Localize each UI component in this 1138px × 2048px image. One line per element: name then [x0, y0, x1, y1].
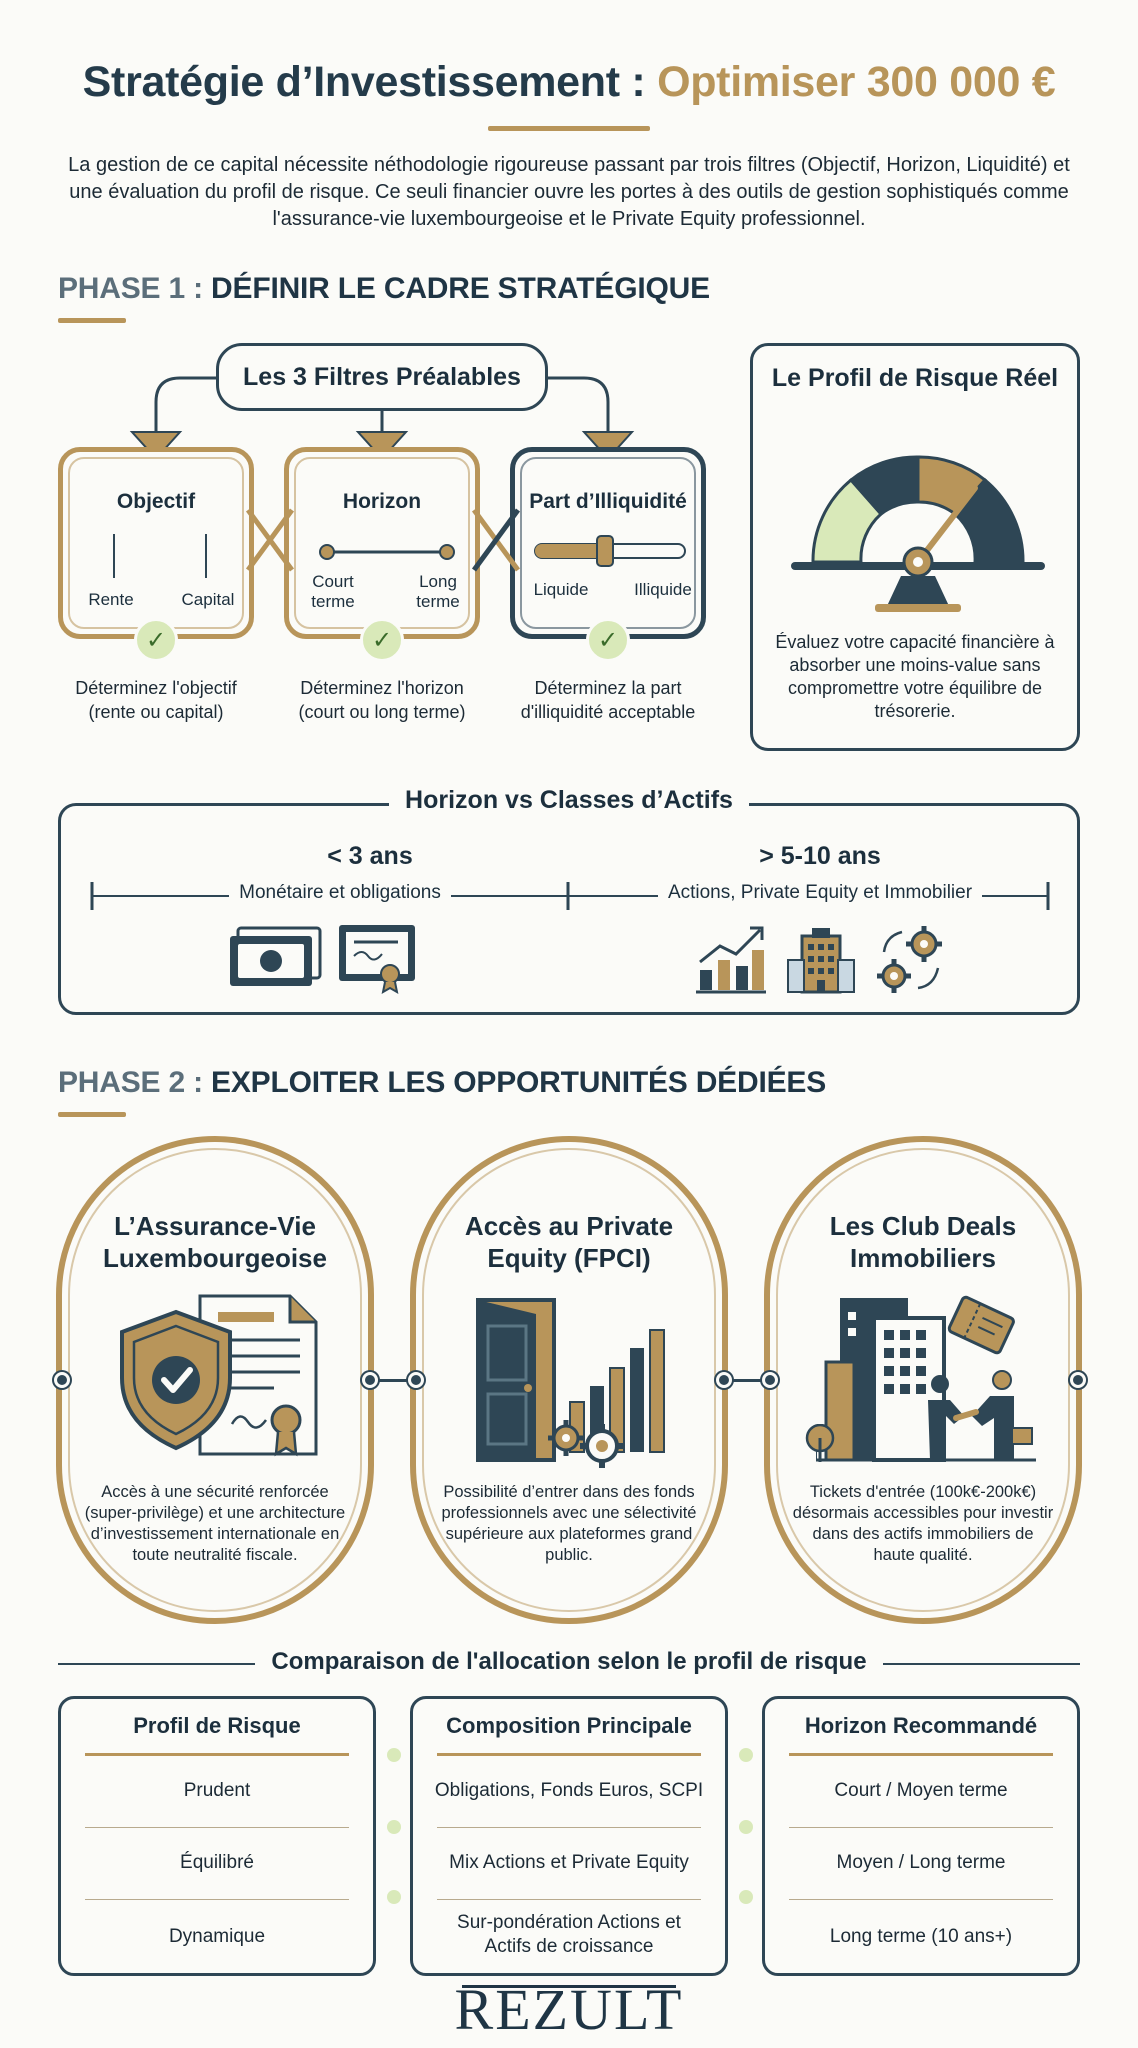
certificate-icon [336, 922, 420, 994]
table-dot [739, 1820, 753, 1834]
phase2-title: EXPLOITER LES OPPORTUNITÉS DÉDIÉES [211, 1066, 827, 1099]
risk-gauge-icon [789, 422, 1047, 618]
table-dot [387, 1748, 401, 1762]
filter-left-label: Rente [88, 590, 134, 609]
filter-caption: Déterminez l'horizon (court ou long terme) [298, 678, 466, 722]
brand-logo: REZULT [454, 1977, 684, 2042]
check-icon: ✓ [134, 618, 178, 662]
card-text: Accès à une sécurité renforcée (super-privilège) et une architecture d’investissement internationale en toute neutralité fiscale. [84, 1483, 346, 1564]
title-main: Stratégie d’Investissement : [82, 58, 658, 106]
column-header: Composition Principale [446, 1713, 692, 1738]
filter-objectif [58, 447, 254, 639]
title-accent: Optimiser 300 000 € [657, 58, 1056, 106]
table-cell: Équilibré [180, 1852, 254, 1873]
filter-illiquidite [510, 447, 706, 639]
horizon-long-text: Actions, Private Equity et Immobilier [658, 882, 982, 903]
risk-title: Le Profil de Risque Réel [771, 364, 1059, 392]
comparison-title: Comparaison de l'allocation selon le profil de risque [255, 1648, 882, 1675]
building-icon [786, 926, 856, 994]
filter-caption: Déterminez la part d'illiquidité acceptable [520, 678, 696, 722]
phase1-title: DÉFINIR LE CADRE STRATÉGIQUE [211, 272, 710, 305]
horizon-title-wrap [0, 786, 1138, 815]
page-title [0, 58, 1138, 107]
horizon-short-text-wrap [200, 882, 480, 904]
table-dot [739, 1748, 753, 1762]
table-cell: Moyen / Long terme [836, 1852, 1006, 1873]
growth-chart-icon [694, 922, 768, 994]
buildings-handshake-icon [816, 1292, 1036, 1472]
card-title: Accès au Private Equity (FPCI) [464, 1211, 674, 1273]
filter-right-label: Illiquide [634, 580, 692, 599]
filter-title: Horizon [342, 490, 422, 513]
table-cell: Mix Actions et Private Equity [449, 1852, 689, 1873]
horizon-title: Horizon vs Classes d’Actifs [389, 786, 749, 814]
connector-dot [716, 1372, 732, 1388]
filters-title: Les 3 Filtres Préalables [216, 343, 548, 411]
column-header: Profil de Risque [133, 1713, 301, 1738]
phase1-heading [58, 272, 710, 306]
connector-knot [240, 500, 300, 580]
horizon-range-icon [317, 542, 457, 562]
table-dot [387, 1820, 401, 1834]
card-private-equity [410, 1136, 728, 1624]
filter-right-label: Capital [181, 590, 235, 609]
table-column-profil [58, 1696, 376, 1976]
table-column-composition [410, 1696, 728, 1976]
title-underline [488, 126, 650, 131]
table-cell: Obligations, Fonds Euros, SCPI [434, 1780, 704, 1801]
banknote-icon [228, 924, 324, 988]
horizon-short-label: < 3 ans [327, 842, 413, 870]
horizon-long-label: > 5-10 ans [759, 842, 881, 870]
filter-title: Part d’Illiquidité [529, 490, 687, 513]
risk-text: Évaluez votre capacité financière à absorber une moins-value sans compromettre votre équilibre de trésorerie. [775, 632, 1055, 721]
filter-right-label: Long terme [416, 572, 460, 611]
check-icon: ✓ [360, 618, 404, 662]
filter-left-label: Court terme [311, 572, 355, 611]
card-title: Les Club Deals Immobiliers [829, 1211, 1017, 1273]
connector-dot [762, 1372, 778, 1388]
column-header: Horizon Recommandé [804, 1713, 1038, 1738]
card-assurance-vie [56, 1136, 374, 1624]
table-dot [739, 1890, 753, 1904]
connector-dot [408, 1372, 424, 1388]
filter-left-label: Liquide [533, 580, 589, 599]
connector-knot [466, 500, 526, 580]
table-cell: Sur-pondération Actions et Actifs de croissance [457, 1912, 681, 1957]
card-club-deals [764, 1136, 1082, 1624]
connector-dot [362, 1372, 378, 1388]
check-icon: ✓ [586, 618, 630, 662]
tree-icon [804, 1424, 836, 1462]
phase2-bar [58, 1112, 126, 1117]
horizon-short-text: Monétaire et obligations [229, 882, 451, 903]
table-cell: Long terme (10 ans+) [829, 1926, 1013, 1947]
gears-cycle-icon [874, 922, 948, 996]
table-cell: Prudent [183, 1780, 251, 1801]
filter-horizon [284, 447, 480, 639]
card-text: Possibilité d’entrer dans des fonds professionnels avec une sélectivité supérieure aux plateformes grand public. [441, 1483, 697, 1564]
table-cell: Dynamique [168, 1926, 266, 1947]
phase1-bar [58, 318, 126, 323]
intro-text: La gestion de ce capital nécessite néthodologie rigoureuse passant par trois filtres (Objectif, Horizon, Liquidité) et une évaluation du profil de risque. Ce seuli financier ouvre les portes à des outils de gestion sophistiqués comme l'assurance-vie luxembourgeoise et le Private Equity professionnel. [68, 154, 1070, 230]
shield-document-icon [114, 1292, 328, 1472]
connector-dot [54, 1372, 70, 1388]
connector-dot [1070, 1372, 1086, 1388]
card-text: Tickets d'entrée (100k€-200k€) désormais accessibles pour investir dans des actifs immobiliers de haute qualité. [792, 1483, 1054, 1564]
card-title: L’Assurance-Vie Luxembourgeoise [103, 1211, 327, 1273]
comparison-title-wrap [0, 1648, 1138, 1676]
door-growth-icon [474, 1292, 674, 1472]
table-dot [387, 1890, 401, 1904]
table-column-horizon [762, 1696, 1080, 1976]
phase2-number: PHASE 2 : [58, 1066, 212, 1099]
filter-caption: Déterminez l'objectif (rente ou capital) [75, 678, 237, 722]
filter-title: Objectif [116, 490, 196, 513]
table-cell: Court / Moyen terme [834, 1780, 1008, 1801]
liquidity-slider-icon [531, 534, 691, 568]
risk-profile-card [750, 343, 1080, 751]
phase2-heading [58, 1066, 826, 1100]
horizon-long-text-wrap [640, 882, 1000, 904]
phase1-number: PHASE 1 : [58, 272, 212, 305]
